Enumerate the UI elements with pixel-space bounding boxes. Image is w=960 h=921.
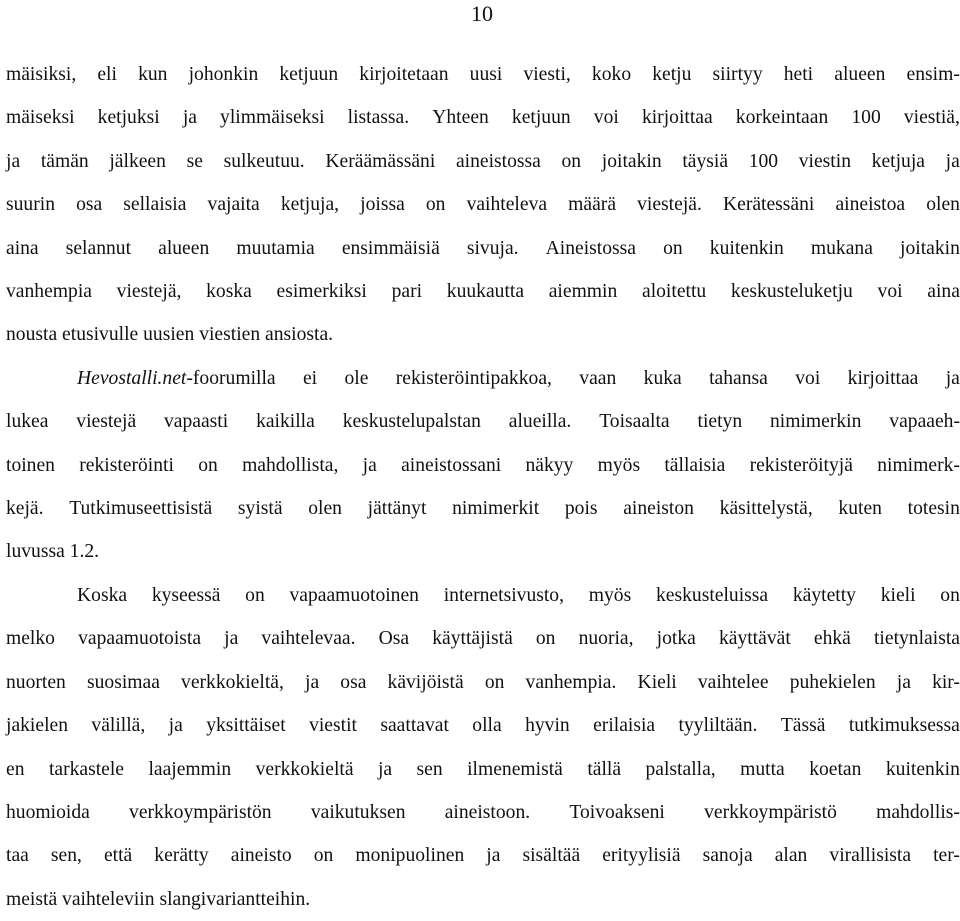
paragraph: [6, 574, 960, 921]
text-line: ja tämän jälkeen se sulkeutuu. Keräämässäni aineistossa on joitakin täysiä 100 viestin ketjuja ja: [6, 150, 960, 172]
text-line: toinen rekisteröinti on mahdollista, ja aineistossani näkyy myös tällaisia rekisteröityjä nimimerk-: [6, 454, 960, 476]
text-line: melko vapaamuotoista ja vaihtelevaa. Osa käyttäjistä on nuoria, jotka käyttävät ehkä tietynlaista: [6, 628, 960, 650]
text-line: nousta etusivulle uusien viestien ansiosta.: [6, 324, 334, 346]
text-line: vanhempia viestejä, koska esimerkiksi pari kuukautta aiemmin aloitettu keskusteluketju voi aina: [6, 281, 960, 303]
text-line: huomioida verkkoympäristön vaikutuksen aineistoon. Toivoakseni verkkoympäristö mahdollis-: [6, 801, 960, 823]
italic-site-name: Hevostalli.net: [77, 367, 187, 389]
text-line: suurin osa sellaisia vajaita ketjuja, joissa on vaihteleva määrä viestejä. Kerätessäni aineistoa olen: [6, 194, 960, 216]
text-line: mäiseksi ketjuksi ja ylimmäiseksi listassa. Yhteen ketjuun voi kirjoittaa korkeintaan 100 viestiä,: [6, 107, 960, 129]
paragraph: [6, 357, 960, 574]
paragraph: [6, 53, 960, 357]
text-line: en tarkastele laajemmin verkkokieltä ja sen ilmenemistä tällä palstalla, mutta koetan kuitenkin: [6, 758, 960, 780]
text-line: kejä. Tutkimuseettisistä syistä olen jättänyt nimimerkit pois aineiston käsittelystä, kuten totesin: [6, 498, 960, 520]
text-line: meistä vaihteleviin slangivariantteihin.: [6, 888, 311, 910]
page-number: 10: [471, 1, 493, 26]
text-line: Hevostalli.net-foorumilla ei ole rekisteröintipakkoa, vaan kuka tahansa voi kirjoittaa ja: [77, 367, 960, 389]
text-line: Koska kyseessä on vapaamuotoinen internetsivusto, myös keskusteluissa käytetty kieli on: [77, 584, 960, 606]
document-body: [6, 53, 960, 921]
text-line: aina selannut alueen muutamia ensimmäisiä sivuja. Aineistossa on kuitenkin mukana joitakin: [6, 237, 960, 259]
text-line: jakielen välillä, ja yksittäiset viestit saattavat olla hyvin erilaisia tyyliltään. Tässä tutkimuksessa: [6, 715, 960, 737]
text-line: mäisiksi, eli kun johonkin ketjuun kirjoitetaan uusi viesti, koko ketju siirtyy heti alueen ensim-: [6, 64, 960, 85]
text-line: lukea viestejä vapaasti kaikilla keskustelupalstan alueilla. Toisaalta tietyn nimimerkin vapaaeh-: [6, 411, 960, 433]
text-line: taa sen, että kerätty aineisto on monipuolinen ja sisältää erityylisiä sanoja alan virallisista ter-: [6, 845, 960, 867]
text-line: luvussa 1.2.: [6, 541, 100, 563]
text-line: nuorten suosimaa verkkokieltä, ja osa kävijöistä on vanhempia. Kieli vaihtelee puhekielen ja kir-: [6, 671, 960, 693]
